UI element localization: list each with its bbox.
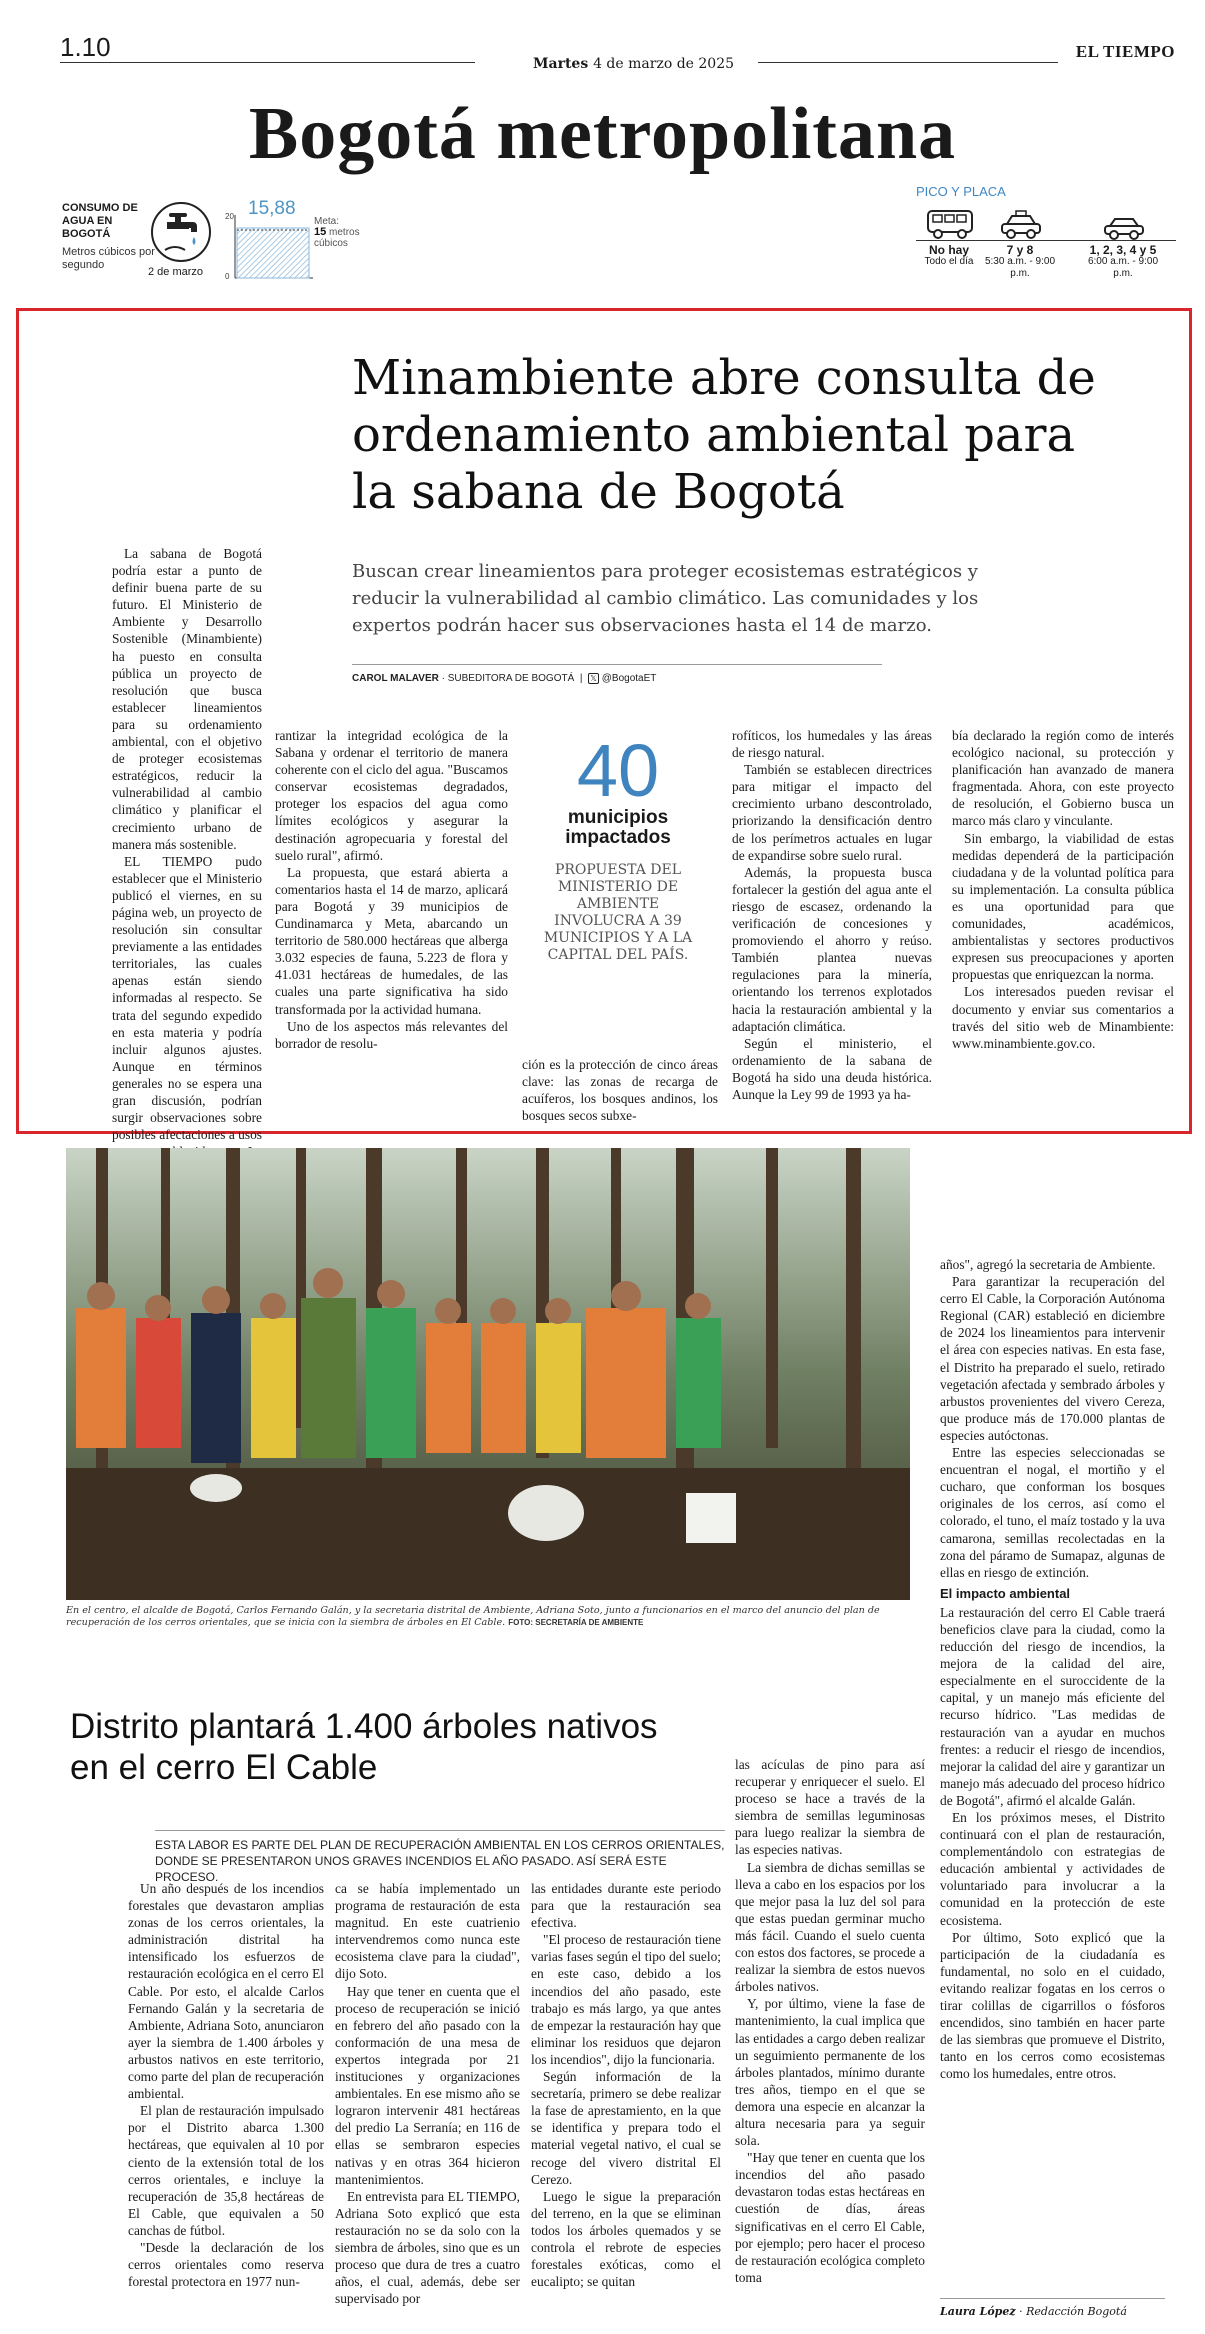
water-date: 2 de marzo bbox=[148, 266, 204, 278]
article2-col-4 bbox=[735, 1756, 925, 2286]
pico-placa-taxi-schedule: 5:30 a.m. - 9:00 p.m. bbox=[984, 256, 1056, 279]
paragraph: bía declarado la región como de interés ecológico nacional, su protección y planificación han avanzado de manera fragmentada. Ahora, con este proyecto de resolución, el Gobierno busca un marco más claro y vinculante. bbox=[952, 728, 1174, 829]
water-value: 15,88 bbox=[248, 198, 296, 219]
paragraph: Un año después de los incendios forestales que devastaron amplias zonas de los cerros orientales, la administración distrital ha intensificado los esfuerzos de restauración ecológica en el cerro El Cable. Por esto, el alcalde Carlos Fernando Galán y la secretaria de Ambiente, Adriana Soto, anunciaron ayer la siembra de 1.400 árboles y arbustos nativos en este territorio, como parte del plan de recuperación ambiental. bbox=[128, 1881, 324, 2102]
article1-dek: Buscan crear lineamientos para proteger ecosistemas estratégicos y reducir la vulnerabilidad al cambio climático. Las comunidades y los expertos podrán hacer sus observaciones hasta el 14 de marzo. bbox=[352, 561, 979, 636]
pico-placa-bus-schedule: Todo el día bbox=[924, 256, 974, 267]
issue-date bbox=[533, 56, 734, 72]
article1-headline: Minambiente abre consulta de ordenamiento ambiental para la sabana de Bogotá bbox=[352, 350, 1096, 520]
paragraph: "Hay que tener en cuenta que los incendios del año pasado devastaron todas estas hectáreas en cuestión de días, áreas significativas en el cerro El Cable, por ejemplo; pero hacer el proceso de restauración ecológica completo toma bbox=[735, 2150, 925, 2285]
pico-placa-car bbox=[1078, 208, 1168, 280]
stat-description: PROPUESTA DEL MINISTERIO DE AMBIENTE INVOLUCRA A 39 MUNICIPIOS Y A LA CAPITAL DEL PAÍS. bbox=[543, 862, 693, 963]
paragraph: La propuesta, que estará abierta a comentarios hasta el 14 de marzo, aplicará para Bogotá y 39 municipios de Cundinamarca y Meta, abarcando un territorio de 580.000 hectáreas que alberga 3.032 especies de fauna, 5.223 de flora y 41.031 hectáreas de humedales, de las cuales una parte significativa ha sido transformada por la actividad humana. bbox=[275, 864, 508, 1017]
article2-dek: ESTA LABOR ES PARTE DEL PLAN DE RECUPERACIÓN AMBIENTAL EN LOS CERROS ORIENTALES, DONDE SE PRESENTARON UNOS GRAVES INCENDIOS EL AÑO PASADO. ASÍ SERÁ ESTE PROCESO. bbox=[155, 1830, 725, 1885]
water-unit-note: Metros cúbicos por segundo bbox=[62, 246, 155, 271]
paragraph: años", agregó la secretaria de Ambiente. bbox=[940, 1257, 1156, 1272]
paragraph: La restauración del cerro El Cable traerá beneficios clave para la ciudad, como la reducción del riesgo de incendios, la mejora de la calidad del aire, especialmente en el suroccidente de la capital, y un manejo más eficiente del recurso hídrico. "Las medidas de restauración van a ayudar en muchos frentes: a reducir el riesgo de incendios, mejorar la calidad del aire y garantizar un manejo más adecuado del proceso hídrico de Bogotá", afirmó el alcalde Galán. bbox=[940, 1604, 1165, 1808]
water-goal-label: Meta: bbox=[314, 216, 340, 227]
paragraph: Uno de los aspectos más relevantes del borrador de resolu- bbox=[275, 1018, 508, 1051]
x-logo-icon: 𝕏 bbox=[588, 673, 599, 684]
article2-col-2 bbox=[335, 1880, 520, 2307]
article1-col-5 bbox=[952, 727, 1174, 1052]
pico-placa-car-schedule: 6:00 a.m. - 9:00 p.m. bbox=[1087, 256, 1159, 279]
paragraph: Según el ministerio, el ordenamiento de la sabana de Bogotá ha sido una deuda histórica. Aunque la Ley 99 de 1993 ya ha- bbox=[732, 1035, 932, 1102]
article2-col-1 bbox=[128, 1880, 324, 2290]
paragraph: Sin embargo, la viabilidad de estas medidas dependerá de la participación ciudadana y de la voluntad política para su implementación. La consulta pública es una oportunidad para que comunidades, académicos, ambientalistas y sectores productivos expresen sus preocupaciones y aporten propuestas que enriquezcan la norma. bbox=[952, 830, 1174, 983]
bus-icon bbox=[926, 208, 974, 240]
paragraph: EL TIEMPO pudo establecer que el Ministerio publicó el viernes, en su página web, un proyecto de resolución sin consultar previamente a las entidades territoriales, las cuales apenas están siendo informadas al respecto. Se trata del segundo expedido en esta materia y podría incluir algunos ajustes. Aunque en términos generales no se espera una gran discusión, podrían surgir observaciones sobre posibles afectaciones a usos bbox=[112, 853, 262, 1143]
stat-label: municipios impactados bbox=[565, 807, 671, 848]
paragraph: En entrevista para EL TIEMPO, Adriana Soto explicó que esta restauración no se da solo con la siembra de árboles, sino que es un proceso que dura de tres a cuatro años, el cual, además, debe ser supervisado por bbox=[335, 2188, 520, 2307]
article2-col-3 bbox=[531, 1880, 721, 2290]
article2-subhead: El impacto ambiental bbox=[940, 1585, 1071, 1601]
car-icon bbox=[1102, 216, 1146, 240]
header-rule-right bbox=[758, 62, 1058, 63]
section-title: Bogotá metropolitana bbox=[248, 93, 957, 175]
paragraph: las acículas de pino para así recuperar y enriquecer el suelo. El proceso se hace a través de la siembra de semillas leguminosas para luego realizar la siembra de las especies nativas. bbox=[735, 1757, 925, 1858]
paragraph: La sabana de Bogotá podría estar a punto de definir buena parte de su futuro. El Ministerio de Ambiente y Desarrollo Sostenible (Minambiente) ha puesto en consulta pública un proyecto de resolución que busca establecer lineamientos para su ordenamiento ambiental, con el objetivo de proteger ecosistemas estratégicos, reducir la vulnerabilidad al cambio climático y planificar el crecimiento urbano de manera más sostenible. bbox=[112, 546, 262, 852]
paragraph: "El proceso de restauración tiene varias fases según el tipo del suelo; en este caso, debido a los incendios del año pasado, este trabajo es más largo, ya que antes de empezar la restauración hay que eliminar los residuos que dejaron los incendios", dijo la funcionaria. bbox=[531, 1932, 721, 2067]
paragraph: "Desde la declaración de los cerros orientales como reserva forestal protectora en 1977 nun- bbox=[128, 2239, 324, 2290]
paragraph: Según información de la secretaría, primero se debe realizar la fase de aprestamiento, en la que se identifica y prepara todo el material vegetal nativo, el cual se recoge del vivero distrital El Cerezo. bbox=[531, 2069, 721, 2187]
paragraph: Por último, Soto explicó que la participación de la ciudadanía es fundamental, no solo en el cuidado, evitando realizar fogatas en los cerros o tirar colillas de cigarrillos o fósforos encendidos, sino también en hacer parte de las siembras que promueve el Distrito, tanto en los cerros como ecosistemas como los humedales, entre otros. bbox=[940, 1929, 1165, 2082]
photo-credit: FOTO: SECRETARÍA DE AMBIENTE bbox=[508, 1618, 644, 1627]
pico-placa-title: PICO Y PLACA bbox=[916, 184, 1006, 199]
paragraph: las entidades durante este periodo para que la restauración sea efectiva. bbox=[531, 1881, 721, 1931]
paragraph: El plan de restauración impulsado por el Distrito abarca 1.300 hectáreas, que equivalen al 10 por ciento de la extensión total de los cerros orientales, e incluye la recuperación de 35,8 hectáreas de El Cable, que equivalen a 50 canchas de fútbol. bbox=[128, 2103, 324, 2238]
forest-photo bbox=[66, 1148, 910, 1600]
gauge-axis-bottom: 0 bbox=[225, 272, 230, 280]
paragraph: La siembra de dichas semillas se lleva a cabo en los espacios por los que mejor pasa la luz del sol para que estas puedan germinar mucho más fácil. Cuando el suelo cuenta con estos dos factores, se procede a realizar la siembra de estos nuevos árboles nativos. bbox=[735, 1859, 925, 1995]
taxi-icon bbox=[999, 210, 1043, 240]
paragraph: Luego le sigue la preparación del terreno, en la que se eliminan todos los árboles quemados y se controla el rebrote de especies forestales exóticas, como el eucalipto; se quitan bbox=[531, 2188, 721, 2290]
paragraph: Además, la propuesta busca fortalecer la gestión del agua ante el riesgo de escasez, ordenando la verificación de concesiones y promoviendo el ahorro y reúso. También plantea nuevas regulaciones para la minería, orientando los terrenos explotados hacia la restauración ambiental y la adaptación climática. bbox=[732, 864, 932, 1034]
paragraph: rantizar la integridad ecológica de la Sabana y ordenar el territorio de manera coherente con el ciclo del agua. "Buscamos conservar ecosistemas degradados, proteger los espacios del agua como límites ecológicos y asegurar la destinación agropecuaria y forestal del suelo rural", afirmó. bbox=[275, 728, 508, 863]
caption-text: En el centro, el alcalde de Bogotá, Carlos Fernando Galán, y la secretaria distrital de Ambiente, Adriana Soto, junto a funcionarios en el marco del anuncio del plan de recuperación de los cerros orientales, que se inicia con la siembra de árboles en El Cable. bbox=[66, 1605, 880, 1628]
pico-placa-taxi-value: 7 y 8 bbox=[1006, 243, 1034, 257]
paragraph: Los interesados pueden revisar el documento y enviar sus comentarios a través del sitio web de Minambiente: www.minambiente.gov.co. bbox=[952, 984, 1174, 1051]
article1-col-3 bbox=[522, 1056, 718, 1124]
article1-col-4 bbox=[732, 727, 932, 1103]
article1-byline: CAROL MALAVER · SUBEDITORA DE BOGOTÁ | 𝕏 @BogotaET bbox=[352, 664, 882, 684]
photo-caption bbox=[66, 1605, 910, 1629]
paragraph: Entre las especies seleccionadas se encuentran el nogal, el mortiño y el cucharo, que conforman los bosques originales de los cerros, así como el colorado, el tuno, el maíz tostado y la uva camarona, semillas recolectadas en la zona del páramo de Sumapaz, algunas de ellas en riesgo de extinción. bbox=[940, 1445, 1165, 1580]
signature-role: · Redacción Bogotá bbox=[1019, 2305, 1127, 2318]
pico-placa-taxi bbox=[975, 208, 1065, 280]
article1-col-2 bbox=[275, 727, 508, 1052]
gauge-fill bbox=[237, 228, 309, 278]
header-rule-left bbox=[60, 62, 475, 63]
gauge-axis-top: 20 bbox=[225, 212, 234, 221]
byline-handle: @BogotaET bbox=[601, 673, 657, 684]
water-tap-icon bbox=[151, 202, 211, 262]
paragraph: rofíticos, los humedales y las áreas de riesgo natural. bbox=[732, 728, 932, 761]
newspaper-brand: EL TIEMPO bbox=[1075, 42, 1175, 61]
water-goal-value: 15 bbox=[314, 226, 327, 238]
paragraph: También se establecen directrices para mitigar el impacto del crecimiento urbano descontrolado, priorizando la densificación dentro de los perímetros actuales en lugar de expandirse sobre suelo rural. bbox=[732, 762, 932, 863]
water-goal bbox=[314, 216, 384, 249]
water-label: CONSUMO DE AGUA EN BOGOTÁ bbox=[62, 202, 138, 240]
issue-date-day: Martes bbox=[533, 56, 589, 72]
paragraph: ción es la protección de cinco áreas clave: las zonas de recarga de acuíferos, los bosques andinos, los bosques secos subxe- bbox=[522, 1057, 718, 1124]
article2-headline: Distrito plantará 1.400 árboles nativos en el cerro El Cable bbox=[70, 1707, 658, 1787]
pico-placa-car-value: 1, 2, 3, 4 y 5 bbox=[1089, 243, 1157, 257]
signature-name: Laura López bbox=[940, 2305, 1016, 2318]
stat-number: 40 bbox=[576, 729, 660, 812]
page-number: 1.10 bbox=[60, 32, 111, 62]
paragraph: Hay que tener en cuenta que el proceso de recuperación se inició en febrero del año pasado con la conformación de una mesa de expertos integrada por 21 instituciones y organizaciones ambientales. En ese mismo año se lograron intervenir 481 hectáreas del predio La Serranía; en 116 de ellas se sembraron especies nativas y en otras 364 hicieron mantenimientos. bbox=[335, 1983, 520, 2187]
paragraph: Y, por último, viene la fase de mantenimiento, la cual implica que las entidades a cargo deben realizar un seguimiento permanente de los árboles plantados, mínimo durante tres años, tiempo en el que se demora una especie en alcanzar la altura necesaria para ya seguir sola. bbox=[735, 1996, 925, 2149]
byline-name: CAROL MALAVER bbox=[352, 673, 439, 684]
pico-placa-rule bbox=[916, 240, 1176, 241]
article2-col-5 bbox=[940, 1256, 1165, 2083]
issue-date-rest: 4 de marzo de 2025 bbox=[593, 56, 735, 72]
byline-role: · SUBEDITORA DE BOGOTÁ bbox=[441, 673, 575, 684]
paragraph: Para garantizar la recuperación del cerro El Cable, la Corporación Autónoma Regional (CAR) estableció en diciembre de 2024 los lineamientos para intervenir el área con especies nativas. En esta fase, el Distrito ha preparado el suelo, retirado vegetación afectada y sembrado árboles y arbustos provenientes del vivero Cereza, que produce más de 170.000 plantas de especies autóctonas. bbox=[940, 1274, 1165, 1443]
water-goal-unit: metros cúbicos bbox=[314, 227, 360, 249]
paragraph: En los próximos meses, el Distrito continuará con el plan de restauración, complementándolo con estrategias de educación ambiental y actividades de voluntariado para involucrar a la comunidad en la protección de este ecosistema. bbox=[940, 1810, 1165, 1928]
pico-placa-bus-value: No hay bbox=[928, 243, 969, 257]
paragraph: ca se había implementado un programa de restauración de esta magnitud. En este cuatrienio intervendremos como nunca este ecosistema clave para la ciudad", dijo Soto. bbox=[335, 1881, 520, 1982]
article2-signature bbox=[940, 2298, 1165, 2318]
